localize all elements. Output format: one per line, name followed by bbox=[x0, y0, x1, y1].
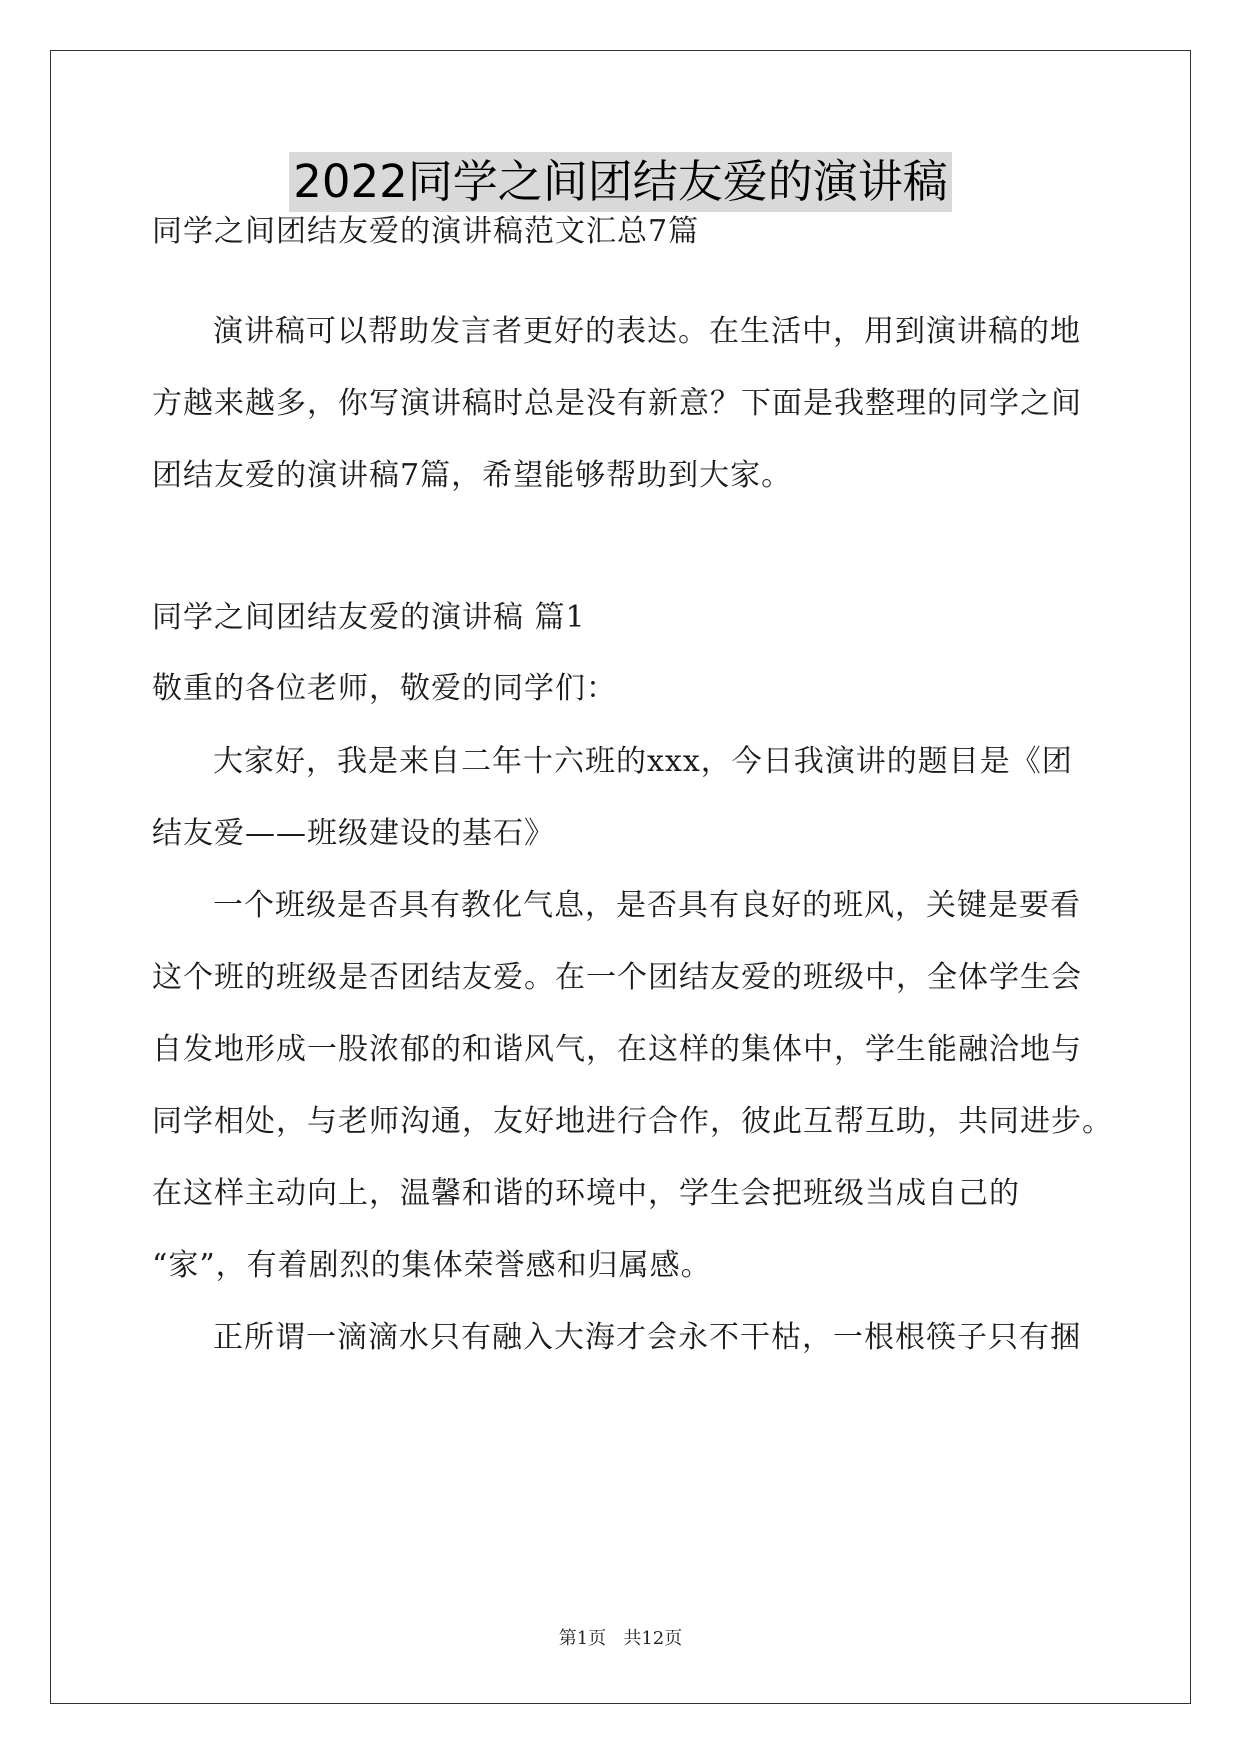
intro-line-2: 方越来越多，你写演讲稿时总是没有新意？下面是我整理的同学之间 bbox=[152, 386, 1082, 421]
section-heading: 同学之间团结友爱的演讲稿 篇1 bbox=[152, 600, 586, 635]
body-line-3: 一个班级是否具有教化气息，是否具有良好的班风，关键是要看 bbox=[213, 888, 1081, 923]
body-line-7: 在这样主动向上，温馨和谐的环境中，学生会把班级当成自己的 bbox=[152, 1176, 1020, 1211]
body-line-2: 结友爱——班级建设的基石》 bbox=[152, 816, 555, 851]
subtitle: 同学之间团结友爱的演讲稿范文汇总7篇 bbox=[152, 214, 700, 249]
body-line-6: 同学相处，与老师沟通，友好地进行合作，彼此互帮互助，共同进步。 bbox=[152, 1104, 1113, 1139]
body-line-4: 这个班的班级是否团结友爱。在一个团结友爱的班级中，全体学生会 bbox=[152, 960, 1082, 995]
document-title-wrap bbox=[0, 152, 1241, 212]
greeting: 敬重的各位老师，敬爱的同学们： bbox=[152, 671, 617, 706]
page-number: 第1页 共12页 bbox=[558, 1628, 683, 1649]
page-border bbox=[50, 50, 1191, 1704]
body-line-1: 大家好，我是来自二年十六班的xxx，今日我演讲的题目是《团 bbox=[213, 744, 1073, 779]
document-title: 2022同学之间团结友爱的演讲稿 bbox=[289, 152, 952, 212]
body-line-9: 正所谓一滴滴水只有融入大海才会永不干枯，一根根筷子只有捆 bbox=[213, 1320, 1081, 1355]
intro-line-1: 演讲稿可以帮助发言者更好的表达。在生活中，用到演讲稿的地 bbox=[213, 314, 1081, 349]
body-line-8: “家”，有着剧烈的集体荣誉感和归属感。 bbox=[152, 1248, 712, 1283]
intro-line-3: 团结友爱的演讲稿7篇，希望能够帮助到大家。 bbox=[152, 458, 793, 493]
body-line-5: 自发地形成一股浓郁的和谐风气，在这样的集体中，学生能融洽地与 bbox=[152, 1032, 1082, 1067]
